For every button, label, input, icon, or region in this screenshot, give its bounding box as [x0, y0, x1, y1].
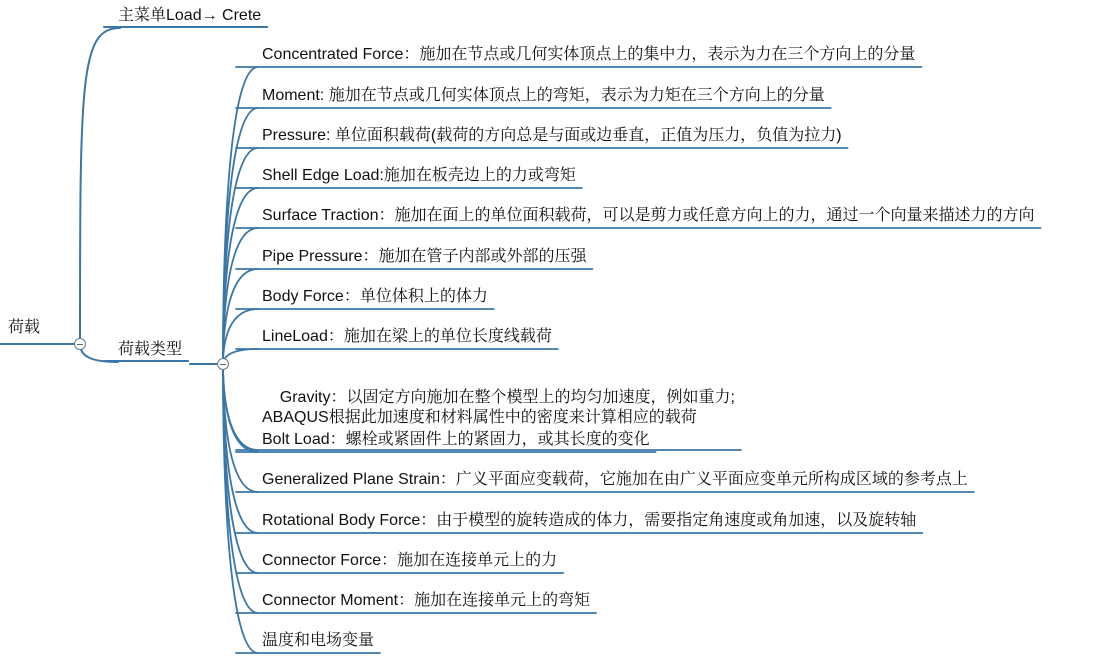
leaf-node-body-force[interactable]	[262, 287, 488, 307]
branch-node-load-types[interactable]	[118, 340, 182, 360]
leaf-node-label: Pipe Pressure：施加在管子内部或外部的压强	[262, 248, 587, 265]
root-node-label: 荷载	[8, 319, 41, 336]
leaf-node-label: 温度和电场变量	[262, 632, 375, 649]
leaf-node-label: Connector Force：施加在连接单元上的力	[262, 552, 558, 569]
leaf-node-label: Moment: 施加在节点或几何实体顶点上的弯矩，表示为力矩在三个方向上的分量	[262, 87, 825, 104]
leaf-node-surface-traction[interactable]	[262, 206, 1035, 226]
leaf-node-shell-edge-load[interactable]	[262, 166, 576, 186]
leaf-node-label: Pressure: 单位面积载荷(载荷的方向总是与面或边垂直，正值为压力，负值为拉力)	[262, 127, 842, 144]
leaf-connector	[223, 364, 258, 492]
leaf-node-moment[interactable]	[262, 86, 825, 106]
leaf-node-label: Generalized Plane Strain：广义平面应变载荷，它施加在由广义平面应变单元所构成区域的参考点上	[262, 471, 968, 488]
branch-node-load-types-label: 荷载类型	[118, 341, 183, 358]
leaf-node-label: Connector Moment：施加在连接单元上的弯矩	[262, 592, 591, 609]
leaf-node-generalized-plane-strain[interactable]	[262, 470, 968, 490]
leaf-node-label: Rotational Body Force：由于模型的旋转造成的体力，需要指定角速度或角加速，以及旋转轴	[262, 512, 917, 529]
leaf-node-label: Concentrated Force：施加在节点或几何实体顶点上的集中力，表示为力在三个方向上的分量	[262, 46, 916, 63]
leaf-node-bolt-load[interactable]	[262, 430, 650, 450]
leaf-node-concentrated-force[interactable]	[262, 45, 915, 65]
leaf-node-label: Gravity：以固定方向施加在整个模型上的均匀加速度，例如重力; ABAQUS根据此加速度和材料属性中的密度来计算相应的载荷	[262, 389, 735, 426]
leaf-node-label: Surface Traction：施加在面上的单位面积载荷，可以是剪力或任意方向上的力，通过一个向量来描述力的方向	[262, 207, 1035, 224]
leaf-node-connector-moment[interactable]	[262, 591, 590, 611]
leaf-node-label: Bolt Load：螺栓或紧固件上的紧固力，或其长度的变化	[262, 431, 650, 448]
leaf-node-label: Body Force：单位体积上的体力	[262, 288, 488, 305]
branch-node-main-menu-label: 主菜单Load→ Crete	[118, 7, 262, 24]
collapse-toggle-icon[interactable]	[217, 358, 229, 370]
leaf-node-rotational-body-force[interactable]	[262, 511, 916, 531]
leaf-node-label: LineLoad：施加在梁上的单位长度线载荷	[262, 328, 552, 345]
collapse-toggle-icon[interactable]	[74, 338, 86, 350]
leaf-node-label: Shell Edge Load:施加在板壳边上的力或弯矩	[262, 167, 576, 184]
leaf-node-connector-force[interactable]	[262, 551, 557, 571]
branch-connector	[80, 344, 118, 362]
leaf-node-temperature-electric-field[interactable]	[262, 631, 374, 651]
root-node[interactable]	[8, 318, 40, 338]
leaf-node-pressure[interactable]	[262, 126, 842, 146]
branch-connector	[80, 28, 120, 344]
leaf-node-pipe-pressure[interactable]	[262, 247, 587, 267]
branch-node-main-menu[interactable]	[118, 6, 261, 26]
leaf-node-line-load[interactable]	[262, 327, 552, 347]
leaf-connector	[223, 228, 258, 364]
